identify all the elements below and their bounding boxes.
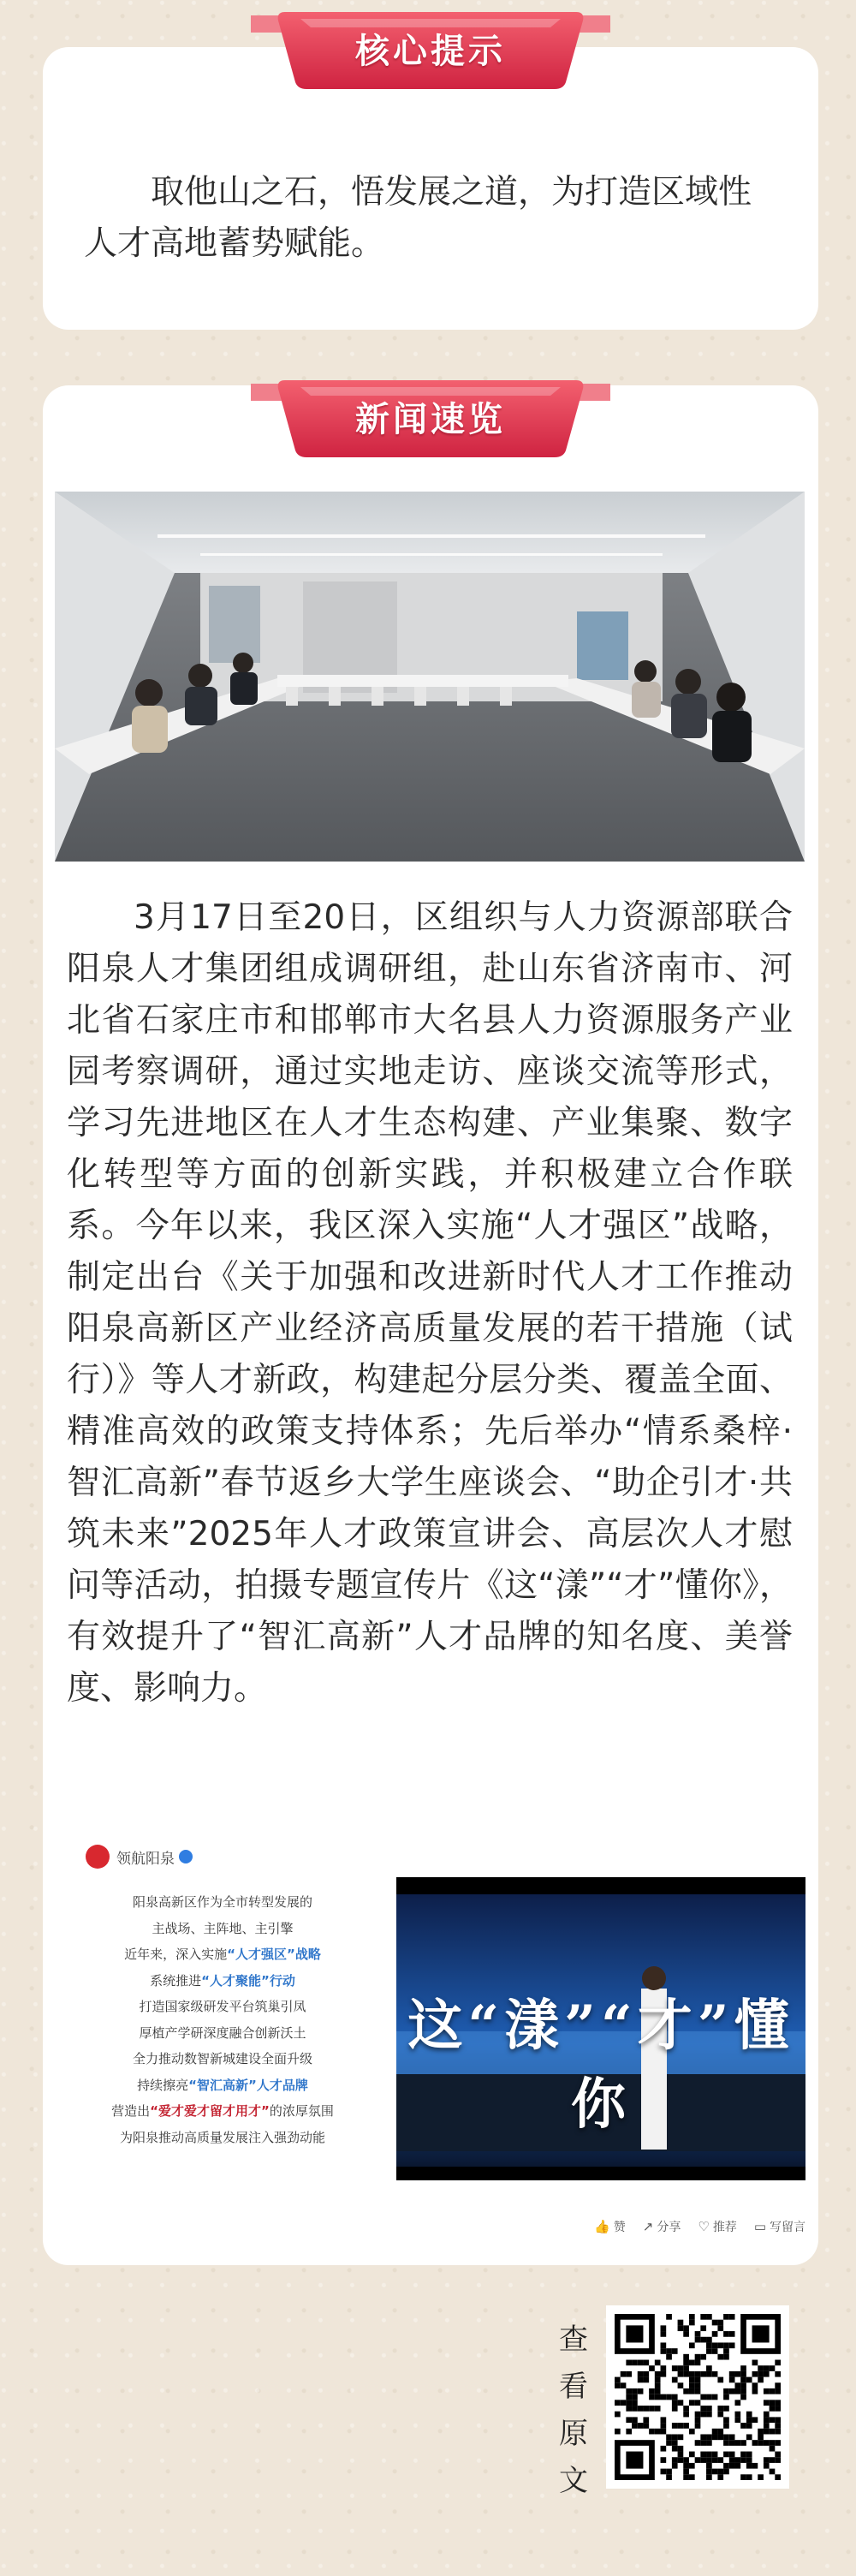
post-line-segment: “人才聚能” [201,1972,270,1989]
view-original-char: 文 [559,2464,588,2498]
post-line-segment: 持续擦亮 [137,2077,189,2093]
news-header-label: 新闻速览 [355,400,506,439]
post-line [77,2072,368,2099]
like-icon: 👍 [594,2219,610,2234]
recommend-button[interactable] [698,2218,736,2235]
share-button[interactable] [643,2218,681,2235]
view-original-char: 原 [559,2417,588,2451]
post-line-segment: 主战场、主阵地、主引擎 [152,1920,294,1936]
qr-code [606,2305,789,2489]
verified-badge-icon [179,1850,193,1863]
post-line-segment: 行动 [269,1972,295,1989]
summary-header-label: 核心提示 [355,32,506,71]
post-line-segment: 为阳泉推动高质量发展注入强劲动能 [119,2129,325,2145]
post-line-segment: 打造国家级研发平台筑巢引凤 [139,1999,306,2014]
news-article-text: 3月17日至20日，区组织与人力资源部联合阳泉人才集团组成调研组，赴山东省济南市、河北省石家庄市和邯郸市大名县人力资源服务产业园考察调研，通过实地走访、座谈交流等形式，学习先进地区在人才生态构建、产业集聚、数字化转型等方面的创新实践，并积极建立合作联系。今年以来，我区深入实施“人才强区”战略，制定出台《关于加强和改进新时代人才工作推动阳泉高新区产业经济高质量发展的若干措施（试行）》等人才新政，构建起分层分类、覆盖全面、精准高效的政策支持体系；先后举办“情系桑梓·智汇高新”春节返乡大学生座谈会、“助企引才·共筑未来”2025年人才政策宣讲会、高层次人才慰问等活动，拍摄专题宣传片《这“漾”“才”懂你》，有效提升了“智汇高新”人才品牌的知名度、美誉度、影响力。 [67,898,793,1708]
post-line [77,2125,368,2151]
meeting-photo [55,492,805,862]
action-label: 分享 [657,2221,681,2234]
post-line-segment: 的浓厚氛围 [269,2103,334,2119]
summary-text: 取他山之石，悟发展之道，为打造区域性人才高地蓄势赋能。 [84,173,752,263]
view-original-link[interactable] [555,2317,592,2505]
post-actions [594,2218,805,2235]
action-label: 赞 [613,2221,626,2234]
post-account[interactable] [86,1841,193,1872]
video-title: 这“漾”“才”懂你 [407,1994,794,2137]
post-line [77,2098,368,2125]
qr-code-pattern [615,2314,781,2480]
post-line [77,2046,368,2072]
like-button[interactable] [594,2218,626,2235]
summary-card [43,32,818,330]
post-line-segment: “爱才爱才留才用才” [150,2103,270,2119]
recommend-icon: ♡ [698,2219,710,2234]
post-line [77,1889,368,1916]
post-line-segment: “智汇高新”人才品牌 [188,2077,308,2093]
post-text-lines [77,1889,368,2150]
post-line [77,1941,368,1968]
embedded-post[interactable] [77,1841,805,2244]
post-line-segment: 全力推动数智新城建设全面升级 [132,2051,312,2066]
post-line-segment: 营造出 [111,2103,151,2119]
post-line [77,2020,368,2047]
post-line-segment: 战略 [294,1947,321,1962]
post-line-segment: 厚植产学研深度融合创新沃土 [139,2024,306,2041]
post-line-segment: “人才强区” [227,1947,295,1962]
comment-icon: ▭ [753,2219,766,2234]
post-line-segment: 系统推进 [150,1972,202,1989]
share-icon: ↗ [642,2219,654,2234]
action-label: 写留言 [770,2221,805,2234]
post-line [77,1968,368,1995]
action-label: 推荐 [712,2221,737,2234]
view-original-char: 看 [559,2370,588,2404]
post-line-segment: 近年来，深入实施 [124,1947,228,1962]
view-original-char: 查 [559,2323,588,2357]
news-card [43,385,818,2265]
account-name: 领航阳泉 [116,1850,175,1868]
post-line-segment: 阳泉高新区作为全市转型发展的 [132,1894,312,1910]
video-thumbnail[interactable] [396,1877,805,2180]
post-line [77,1994,368,2020]
summary-header-tab [251,0,610,96]
comment-button[interactable] [754,2218,805,2235]
news-header-tab [251,368,610,464]
post-line [77,1916,368,1942]
account-logo-icon [86,1845,110,1869]
